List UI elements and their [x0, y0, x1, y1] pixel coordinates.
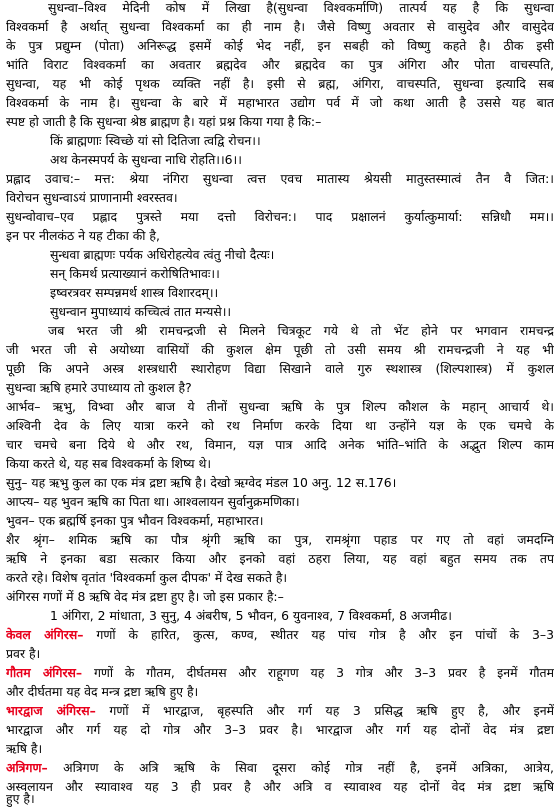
paragraph-line: भुवन– एक ब्रह्मर्षि इनका पुत्र भौवन विश्वकर्मा, महाभारत।	[6, 513, 264, 528]
verse-line: किं ब्राह्मणाः स्विच्छे यां सो दितिजा त्वद्वि रोचन।।	[50, 133, 261, 148]
paragraph-line: विश्वकर्मा के नाम है। सुधन्वा के बारे में महाभारत उद्योग पर्व में जो कथा आती है उससे यह बात	[6, 95, 554, 110]
paragraph-line: भारद्वाज और गर्ग यह दो गोत्र और 3–3 प्रवर है। भारद्वाज और गर्ग यह दोनों वेद मंत्र द्रष्टा	[6, 722, 554, 737]
paragraph-line: सुनु– यह ऋभु कुल का एक मंत्र द्रष्टा ऋषि है। देखो ऋग्वेद मंडल 10 अनु. 12 स.176।	[6, 475, 397, 490]
section-text: गणों के गौतम, दीर्घतमस और राहूगण यह 3 गोत्र और 3–3 प्रवर है इनमें गौतम	[82, 665, 554, 680]
paragraph-line: सुधन्वा, यह भी कोई पृथक व्यक्ति नहीं है। इसी से ब्रह्म, अंगिरा, वाचस्पति, सुधन्वा इत्यादि सब	[6, 76, 554, 91]
verse-line: सुधन्वान मुपाध्यायं कच्चित्वं तात मन्यसे।।	[50, 304, 232, 319]
paragraph-line: आप्त्य– यह भुवन ऋषि का पिता था। आश्वलायन सुर्वानुक्रमणिका।	[6, 494, 300, 509]
section-heading: अत्रिगण–	[6, 760, 48, 775]
section-heading: केवल अंगिरस–	[6, 627, 84, 642]
section-text: अत्रिगण के अत्रि ऋषि के सिवा दूसरा कोई गोत्र नहीं है, इनमें अत्रिका, आत्रेय,	[47, 760, 554, 775]
paragraph-line: शैर श्रृंग– शमिक ऋषि का पौत्र श्रृंगी ऋषि का पुत्र, रामश्रृंगा पहाड पर गए तो वहां जमदग्नि	[6, 532, 554, 547]
verse-line: सन् किमर्थ प्रत्याख्यानं करोषितिभावः।।	[50, 266, 220, 281]
paragraph-line: हुए है।	[6, 791, 35, 806]
paragraph-line: ऋषि है।	[6, 741, 43, 756]
paragraph-line: और दीर्घतमा यह वेद मन्त्र द्रष्टा ऋषि हुए है।	[6, 684, 199, 699]
paragraph-line: विरोचन सुधन्वाऽयं प्राणानामी श्वरस्तव।	[6, 190, 178, 205]
paragraph-line: जब भरत जी श्री रामचन्द्रजी से मिलने चित्रकूट गये थे तो भेंट होने पर भगवान रामचन्द्र	[48, 323, 554, 338]
paragraph-line: आर्भव– ऋभु, विभ्वा और बाज ये तीनों सुधन्वा ऋषि के पुत्र शिल्प कौशल के महान् आचार्य थे।	[6, 399, 554, 414]
paragraph-line: ऋषि ने इनका बडा सत्कार किया और इनको वहां ठहरा लिया, यह वहां बहुत समय तक तप	[6, 551, 554, 566]
paragraph-line: सुधन्वा–विश्व मेदिनी कोष में लिखा है(सुधन्वा विश्वकर्माणि) तात्पर्य यह है कि सुधन्वा	[48, 0, 554, 15]
paragraph-line: भांति विराट विश्वकर्मा का अवतार ब्रह्मदेव और ब्रह्मदेव का पुत्र अंगिरा और पोता वाचस्पति,	[6, 57, 554, 72]
paragraph-line: विश्वकर्मा है अर्थात् सुधन्वा विश्वकर्मा का ही नाम है। जैसे विष्णु अवतार से वासुदेव और वासुदेव	[6, 19, 554, 34]
paragraph-line: अश्विनी देव के लिए यात्रा करने को रथ निर्माण करके दिया था उन्होंने यज्ञ के एक चमचे के	[6, 418, 554, 433]
paragraph-line: जी भरत जी से अयोध्या वासियों की कुशल क्षेम पूछी तो उसी समय श्री रामचन्द्रजी ने यह भी	[6, 342, 554, 357]
section-line	[6, 665, 554, 681]
paragraph-line: अस्वलायन और स्यावाश्व यह 3 ही प्रवर है और अत्रि व स्यावाश्व यह दोनों वेद मंत्र द्रष्टा ऋषि	[6, 779, 554, 794]
paragraph-line: सुधन्वोवाच–एव प्रह्लाद पुत्रस्ते मया दत्तो विरोचन:। पाद प्रक्षालनं कुर्यात्कुमार्या: सन्निधौ मम।।	[6, 209, 554, 224]
section-line	[6, 703, 554, 719]
paragraph-line: किया करते थे, यह सब विश्वकर्मा के शिष्य थे।	[6, 456, 212, 471]
paragraph-line: चार चमचे बना दिये थे और रथ, विमान, यज्ञ पात्र आदि अनेक भांति–भांति के अद्भुत शिल्प काम	[6, 437, 554, 452]
verse-line: अथ केनस्मपर्य के सुधन्वा नाधि रोहति।।6।।	[50, 152, 242, 167]
paragraph-line: स्पष्ट हो जाती है कि सुधन्वा श्रेष्ठ ब्राह्मण है। यहां प्रश्न किया गया है कि:–	[6, 114, 322, 129]
paragraph-line: प्रह्लाद उवाच:– मत्त: श्रेया नंगिरा सुधन्वा त्वत्त एवच मातास्य श्रेयसी मातुस्तस्मात्वं तैन वै जित:।	[6, 171, 554, 186]
section-text: गणों में भारद्वाज, बृहस्पति और गर्ग यह 3 प्रसिद्ध ऋषि हुए है, और इनमें	[95, 703, 554, 718]
paragraph-line: सुधन्वा ऋषि हमारे उपाध्याय तो कुशल है?	[6, 380, 192, 395]
list-line: 1 अंगिरा, 2 मांधाता, 3 सुनु, 4 अंबरीष, 5 भौवन, 6 युवनाश्व, 7 विश्वकर्मा, 8 अजमीढ।	[50, 608, 452, 623]
verse-line: इष्वरत्रवर सम्पन्नमर्थ शास्त्र विशारदम्।।	[50, 285, 219, 300]
paragraph-line: पूछी कि अपने अस्त्र शस्त्रधारी स्थारोहण विद्या सिखाने वाले गुरु स्थशास्त्र (शिल्पशास्त्र) में कुशल	[6, 361, 554, 376]
verse-line: सुन्धवा ब्राह्मणः पर्यक अधिरोहत्येव त्वंतु नीचो दैत्यः।	[50, 247, 275, 262]
paragraph-line: अंगिरस गणों में 8 ऋषि वेद मंत्र द्रष्टा हुए है। जो इस प्रकार है:–	[6, 589, 284, 604]
section-heading: गौतम अंगिरस–	[6, 665, 83, 680]
paragraph-line: इन पर नीलकंठ ने यह टीका की है,	[6, 228, 160, 243]
paragraph-line: करते रहे। विशेष वृतांत 'विश्वकर्मा कुल दीपक' में देख सकते है।	[6, 570, 288, 585]
section-text: गणों के हारित, कुत्स, कण्व, स्थीतर यह पांच गोत्र है और इन पांचों के 3–3	[83, 627, 554, 642]
section-line	[6, 760, 554, 776]
section-heading: भारद्वाज अंगिरस–	[6, 703, 96, 718]
section-line	[6, 627, 554, 643]
paragraph-line: प्रवर है।	[6, 646, 41, 661]
paragraph-line: के पुत्र प्रद्युम्न (पोता) अनिरूद्ध इसमें कोई भेद नहीं, इन सबही को विष्णु कहते है। ठीक इसी	[6, 38, 554, 53]
